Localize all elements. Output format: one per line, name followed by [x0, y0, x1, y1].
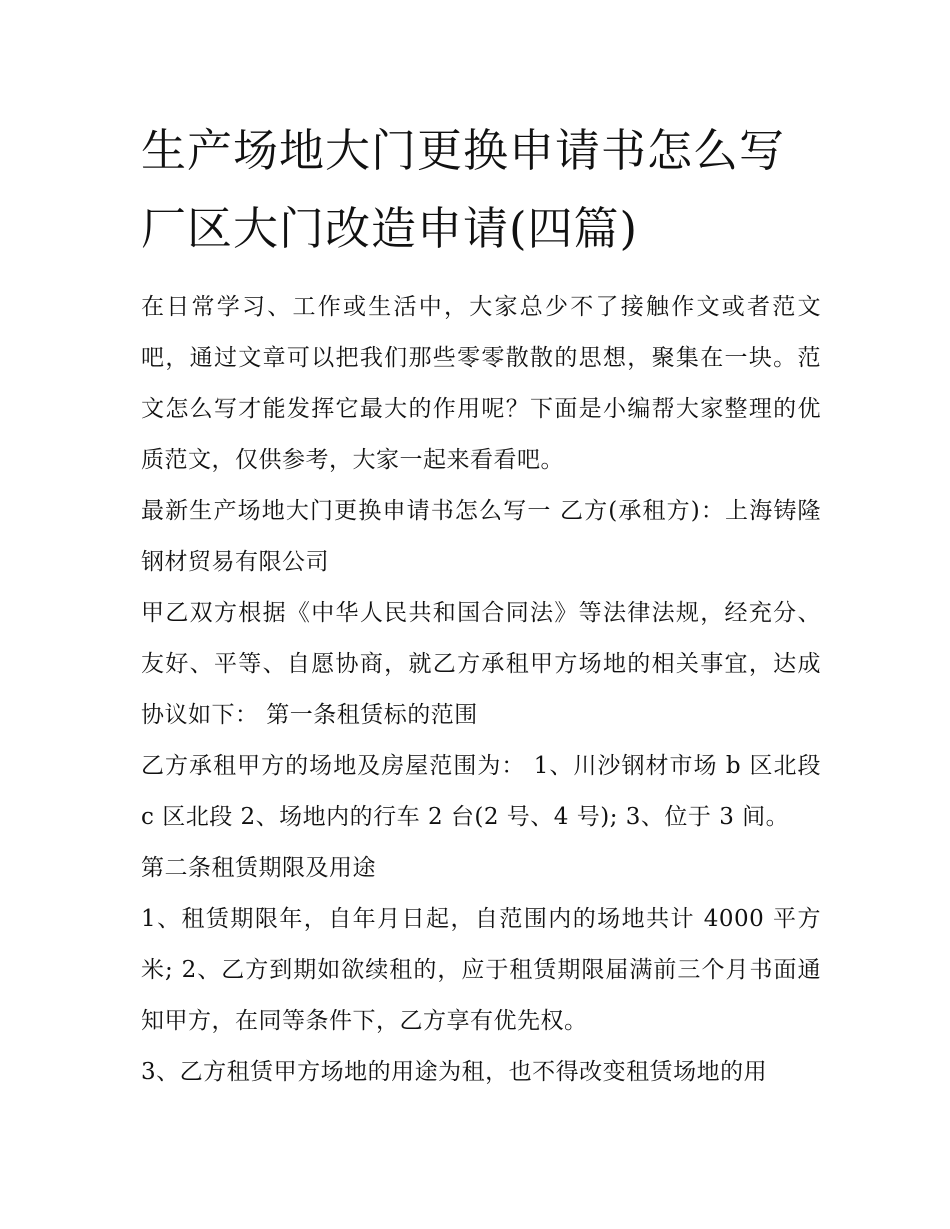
document-body	[141, 282, 821, 1098]
paragraph-lessee: 最新生产场地大门更换申请书怎么写一 乙方(承租方)：上海铸隆钢材贸易有限公司	[141, 498, 821, 575]
document-content	[141, 112, 821, 1098]
paragraph-agreement: 甲乙双方根据《中华人民共和国合同法》等法律法规，经充分、友好、平等、自愿协商，就乙方承租甲方场地的相关事宜，达成协议如下： 第一条租赁标的范围	[141, 600, 821, 728]
paragraph-intro: 在日常学习、工作或生活中，大家总少不了接触作文或者范文吧，通过文章可以把我们那些零零散散的思想，聚集在一块。范文怎么写才能发挥它最大的作用呢？下面是小编帮大家整理的优质范文，仅供参考，大家一起来看看吧。	[141, 294, 821, 473]
paragraph-article-2-heading: 第二条租赁期限及用途	[141, 855, 376, 881]
document-title: 生产场地大门更换申请书怎么写 厂区大门改造申请(四篇)	[141, 124, 786, 255]
paragraph-term: 1、租赁期限年，自年月日起，自范围内的场地共计 4000 平方米; 2、乙方到期如欲续租的，应于租赁期限届满前三个月书面通知甲方，在同等条件下，乙方享有优先权。	[141, 906, 821, 1034]
paragraph-scope: 乙方承租甲方的场地及房屋范围为： 1、川沙钢材市场 b 区北段 c 区北段 2、场地内的行车 2 台(2 号、4 号); 3、位于 3 间。	[141, 753, 821, 830]
paragraph-usage: 3、乙方租赁甲方场地的用途为租，也不得改变租赁场地的用	[141, 1059, 768, 1085]
